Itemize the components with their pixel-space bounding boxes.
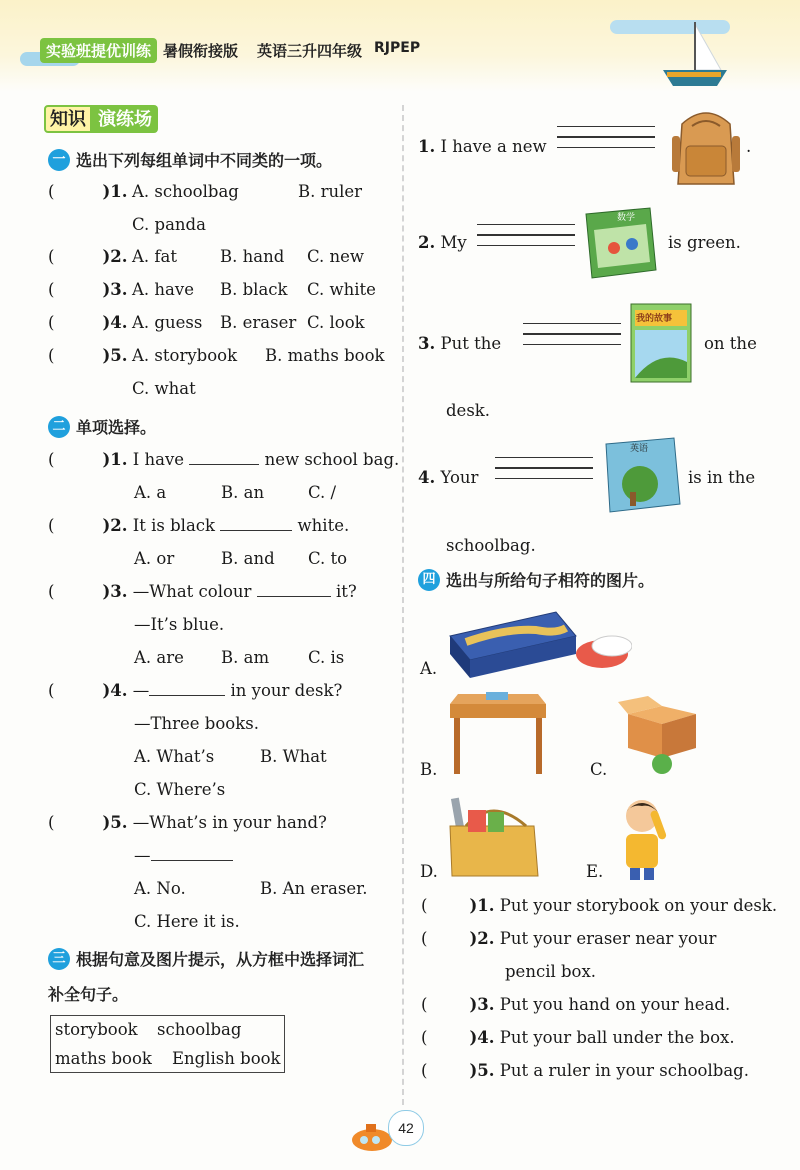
bag-with-ruler-picture xyxy=(446,796,546,880)
open-paren: ( xyxy=(48,247,55,266)
s4-q1: ( )1. Put your storybook on your desk. xyxy=(421,896,778,915)
section2-number: 二 xyxy=(48,416,70,438)
question-text: Put your ball under the box. xyxy=(499,1028,735,1047)
question-number: )3. xyxy=(469,995,495,1014)
maths-book-label: 数学 xyxy=(617,212,636,222)
s2-q3: ( )3. —What colour it? xyxy=(48,582,357,601)
s2-q4-option-c: C. Where’s xyxy=(134,780,226,799)
question-text: it? xyxy=(335,582,357,601)
picture-label-b: B. xyxy=(420,760,438,779)
s3-q4-end: is in the xyxy=(688,468,756,487)
fill-lines[interactable] xyxy=(477,224,575,255)
section1-title: 选出下列每组单词中不同类的一项。 xyxy=(76,151,333,170)
question-text: in your desk? xyxy=(230,681,343,700)
s1-q2-option-b: B. hand xyxy=(220,247,285,266)
question-number: )2. xyxy=(102,247,128,266)
question-text: It is black xyxy=(132,516,216,535)
section4-title: 选出与所给句子相符的图片。 xyxy=(446,571,655,590)
s1-q3-option-c: C. white xyxy=(307,280,376,299)
s2-q1-option-c: C. / xyxy=(308,483,337,502)
s2-q5-reply xyxy=(134,846,233,865)
s2-q1: ( )1. I have new school bag. xyxy=(48,450,400,469)
section2-title: 单项选择。 xyxy=(76,418,157,437)
question-number: )1. xyxy=(469,896,495,915)
question-text: Your xyxy=(440,468,479,487)
word-box xyxy=(50,1015,285,1073)
s1-q5-option-a: A. storybook xyxy=(132,346,238,365)
s3-q3 xyxy=(418,334,501,353)
s1-q1 xyxy=(48,182,127,201)
question-number: )3. xyxy=(102,280,128,299)
box-with-ball-picture xyxy=(618,692,704,776)
s2-q4-option-a: A. What’s xyxy=(134,747,215,766)
s1-q4 xyxy=(48,313,127,332)
picture-label-e: E. xyxy=(586,862,604,881)
fill-blank[interactable] xyxy=(149,695,225,696)
section4-heading xyxy=(418,568,654,591)
s2-q4-option-b: B. What xyxy=(260,747,327,766)
question-number: )5. xyxy=(469,1061,495,1080)
open-paren: ( xyxy=(48,280,55,299)
fill-lines[interactable] xyxy=(523,323,621,354)
section3-title-line2: 补全句子。 xyxy=(48,985,129,1004)
question-text: Put a ruler in your schoolbag. xyxy=(499,1061,749,1080)
question-number: 3. xyxy=(418,334,436,353)
s4-q2-cont: pencil box. xyxy=(505,962,597,981)
s3-q3-cont: desk. xyxy=(446,401,491,420)
s3-q1 xyxy=(418,137,547,156)
title-part1: 知识 xyxy=(44,105,92,133)
section2-heading xyxy=(48,415,156,438)
question-text: My xyxy=(440,233,467,252)
s1-q1-option-c: C. panda xyxy=(132,215,206,234)
question-text: Put your eraser near your xyxy=(499,929,717,948)
s2-q3-option-a: A. are xyxy=(134,648,184,667)
title-part2: 演练场 xyxy=(92,105,158,133)
question-number: )1. xyxy=(102,450,128,469)
s1-q3-option-a: A. have xyxy=(132,280,194,299)
question-text: Put your storybook on your desk. xyxy=(499,896,778,915)
section3-number: 三 xyxy=(48,948,70,970)
question-number: 1. xyxy=(418,137,436,156)
schoolbag-picture xyxy=(662,106,750,188)
word-box-item: maths book xyxy=(55,1049,152,1068)
question-number: )2. xyxy=(102,516,128,535)
s2-q1-option-b: B. an xyxy=(221,483,265,502)
s4-q4: ( )4. Put your ball under the box. xyxy=(421,1028,735,1047)
question-text: Put the xyxy=(440,334,502,353)
s2-q3-option-c: C. is xyxy=(308,648,345,667)
question-number: )4. xyxy=(102,313,128,332)
boy-picture xyxy=(610,796,674,882)
s4-q2: ( )2. Put your eraser near your xyxy=(421,929,717,948)
fill-blank[interactable] xyxy=(189,464,259,465)
question-number: )4. xyxy=(469,1028,495,1047)
s3-q1-end: . xyxy=(746,137,752,156)
s2-q4-reply: —Three books. xyxy=(134,714,259,733)
s4-q5: ( )5. Put a ruler in your schoolbag. xyxy=(421,1061,749,1080)
fill-blank[interactable] xyxy=(220,530,292,531)
picture-label-c: C. xyxy=(590,760,608,779)
s3-q2 xyxy=(418,233,467,252)
s1-q2 xyxy=(48,247,127,266)
subject-name: 英语三升四年级 xyxy=(257,42,363,60)
question-text: I have a new xyxy=(440,137,547,156)
s3-q3-end: on the xyxy=(704,334,757,353)
section3-heading xyxy=(48,947,364,970)
edition-name: 暑假衔接版 xyxy=(163,42,239,60)
question-number: )3. xyxy=(102,582,128,601)
storybook-label: 我的故事 xyxy=(636,313,673,323)
s2-q2-option-b: B. and xyxy=(221,549,275,568)
pencil-box-picture xyxy=(446,608,632,678)
section1-heading xyxy=(48,148,332,171)
reply-dash: — xyxy=(134,846,151,865)
s4-q3: ( )3. Put you hand on your head. xyxy=(421,995,731,1014)
s1-q2-option-c: C. new xyxy=(307,247,365,266)
s2-q5-option-a: A. No. xyxy=(134,879,186,898)
fill-blank[interactable] xyxy=(257,596,331,597)
section4-number: 四 xyxy=(418,569,440,591)
s1-q3 xyxy=(48,280,127,299)
s2-q2-option-a: A. or xyxy=(134,549,175,568)
s1-q5-option-c: C. what xyxy=(132,379,196,398)
question-number: )5. xyxy=(102,813,128,832)
s1-q1-option-b: B. ruler xyxy=(298,182,363,201)
s1-q4-option-c: C. look xyxy=(307,313,365,332)
question-text: —What colour xyxy=(132,582,252,601)
open-paren: ( xyxy=(48,346,55,365)
s2-q3-option-b: B. am xyxy=(221,648,270,667)
picture-label-d: D. xyxy=(420,862,438,881)
question-text: Put you hand on your head. xyxy=(499,995,731,1014)
question-text: — xyxy=(132,681,150,700)
question-text: —What’s in your hand? xyxy=(132,813,327,832)
word-box-item: English book xyxy=(172,1049,281,1068)
s2-q2-option-c: C. to xyxy=(308,549,348,568)
s2-q2: ( )2. It is black white. xyxy=(48,516,350,535)
section-title-banner xyxy=(44,105,158,133)
picture-label-a: A. xyxy=(420,659,438,678)
question-number: )2. xyxy=(469,929,495,948)
fill-blank[interactable] xyxy=(151,860,233,861)
column-divider xyxy=(402,105,404,1105)
sailboat-icon xyxy=(655,18,735,90)
s3-q2-end: is green. xyxy=(668,233,741,252)
page-number: 42 xyxy=(388,1110,424,1146)
s1-q1-option-a: A. schoolbag xyxy=(132,182,239,201)
s1-q4-option-a: A. guess xyxy=(132,313,203,332)
s2-q4: ( )4. — in your desk? xyxy=(48,681,343,700)
question-number: )1. xyxy=(102,182,128,201)
section1-number: 一 xyxy=(48,149,70,171)
s1-q5-option-b: B. maths book xyxy=(265,346,385,365)
question-text: white. xyxy=(297,516,350,535)
s2-q1-option-a: A. a xyxy=(134,483,167,502)
s3-q4-cont: schoolbag. xyxy=(446,536,536,555)
question-number: )4. xyxy=(102,681,128,700)
fill-lines[interactable] xyxy=(557,126,655,157)
s1-q2-option-a: A. fat xyxy=(132,247,177,266)
word-box-item: schoolbag xyxy=(157,1020,242,1039)
s2-q3-reply: —It’s blue. xyxy=(134,615,225,634)
question-number: 2. xyxy=(418,233,436,252)
question-number: 4. xyxy=(418,468,436,487)
english-book-label: 英语 xyxy=(630,443,649,453)
desk-picture xyxy=(446,690,552,776)
open-paren: ( xyxy=(48,313,55,332)
question-text: new school bag. xyxy=(264,450,400,469)
word-box-item: storybook xyxy=(55,1020,138,1039)
question-number: )5. xyxy=(102,346,128,365)
section3-title-line1: 根据句意及图片提示，从方框中选择词汇 xyxy=(76,950,365,969)
open-paren: ( xyxy=(48,182,55,201)
s2-q5: ( )5. —What’s in your hand? xyxy=(48,813,327,832)
s1-q5 xyxy=(48,346,127,365)
series-name: 实验班提优训练 xyxy=(40,38,157,63)
s1-q4-option-b: B. eraser xyxy=(220,313,297,332)
question-text: I have xyxy=(132,450,185,469)
s2-q5-option-b: B. An eraser. xyxy=(260,879,368,898)
s1-q3-option-b: B. black xyxy=(220,280,288,299)
fill-lines[interactable] xyxy=(495,457,593,488)
s2-q5-option-c: C. Here it is. xyxy=(134,912,240,931)
s3-q4 xyxy=(418,468,478,487)
publisher-name: RJPEP xyxy=(374,40,421,56)
